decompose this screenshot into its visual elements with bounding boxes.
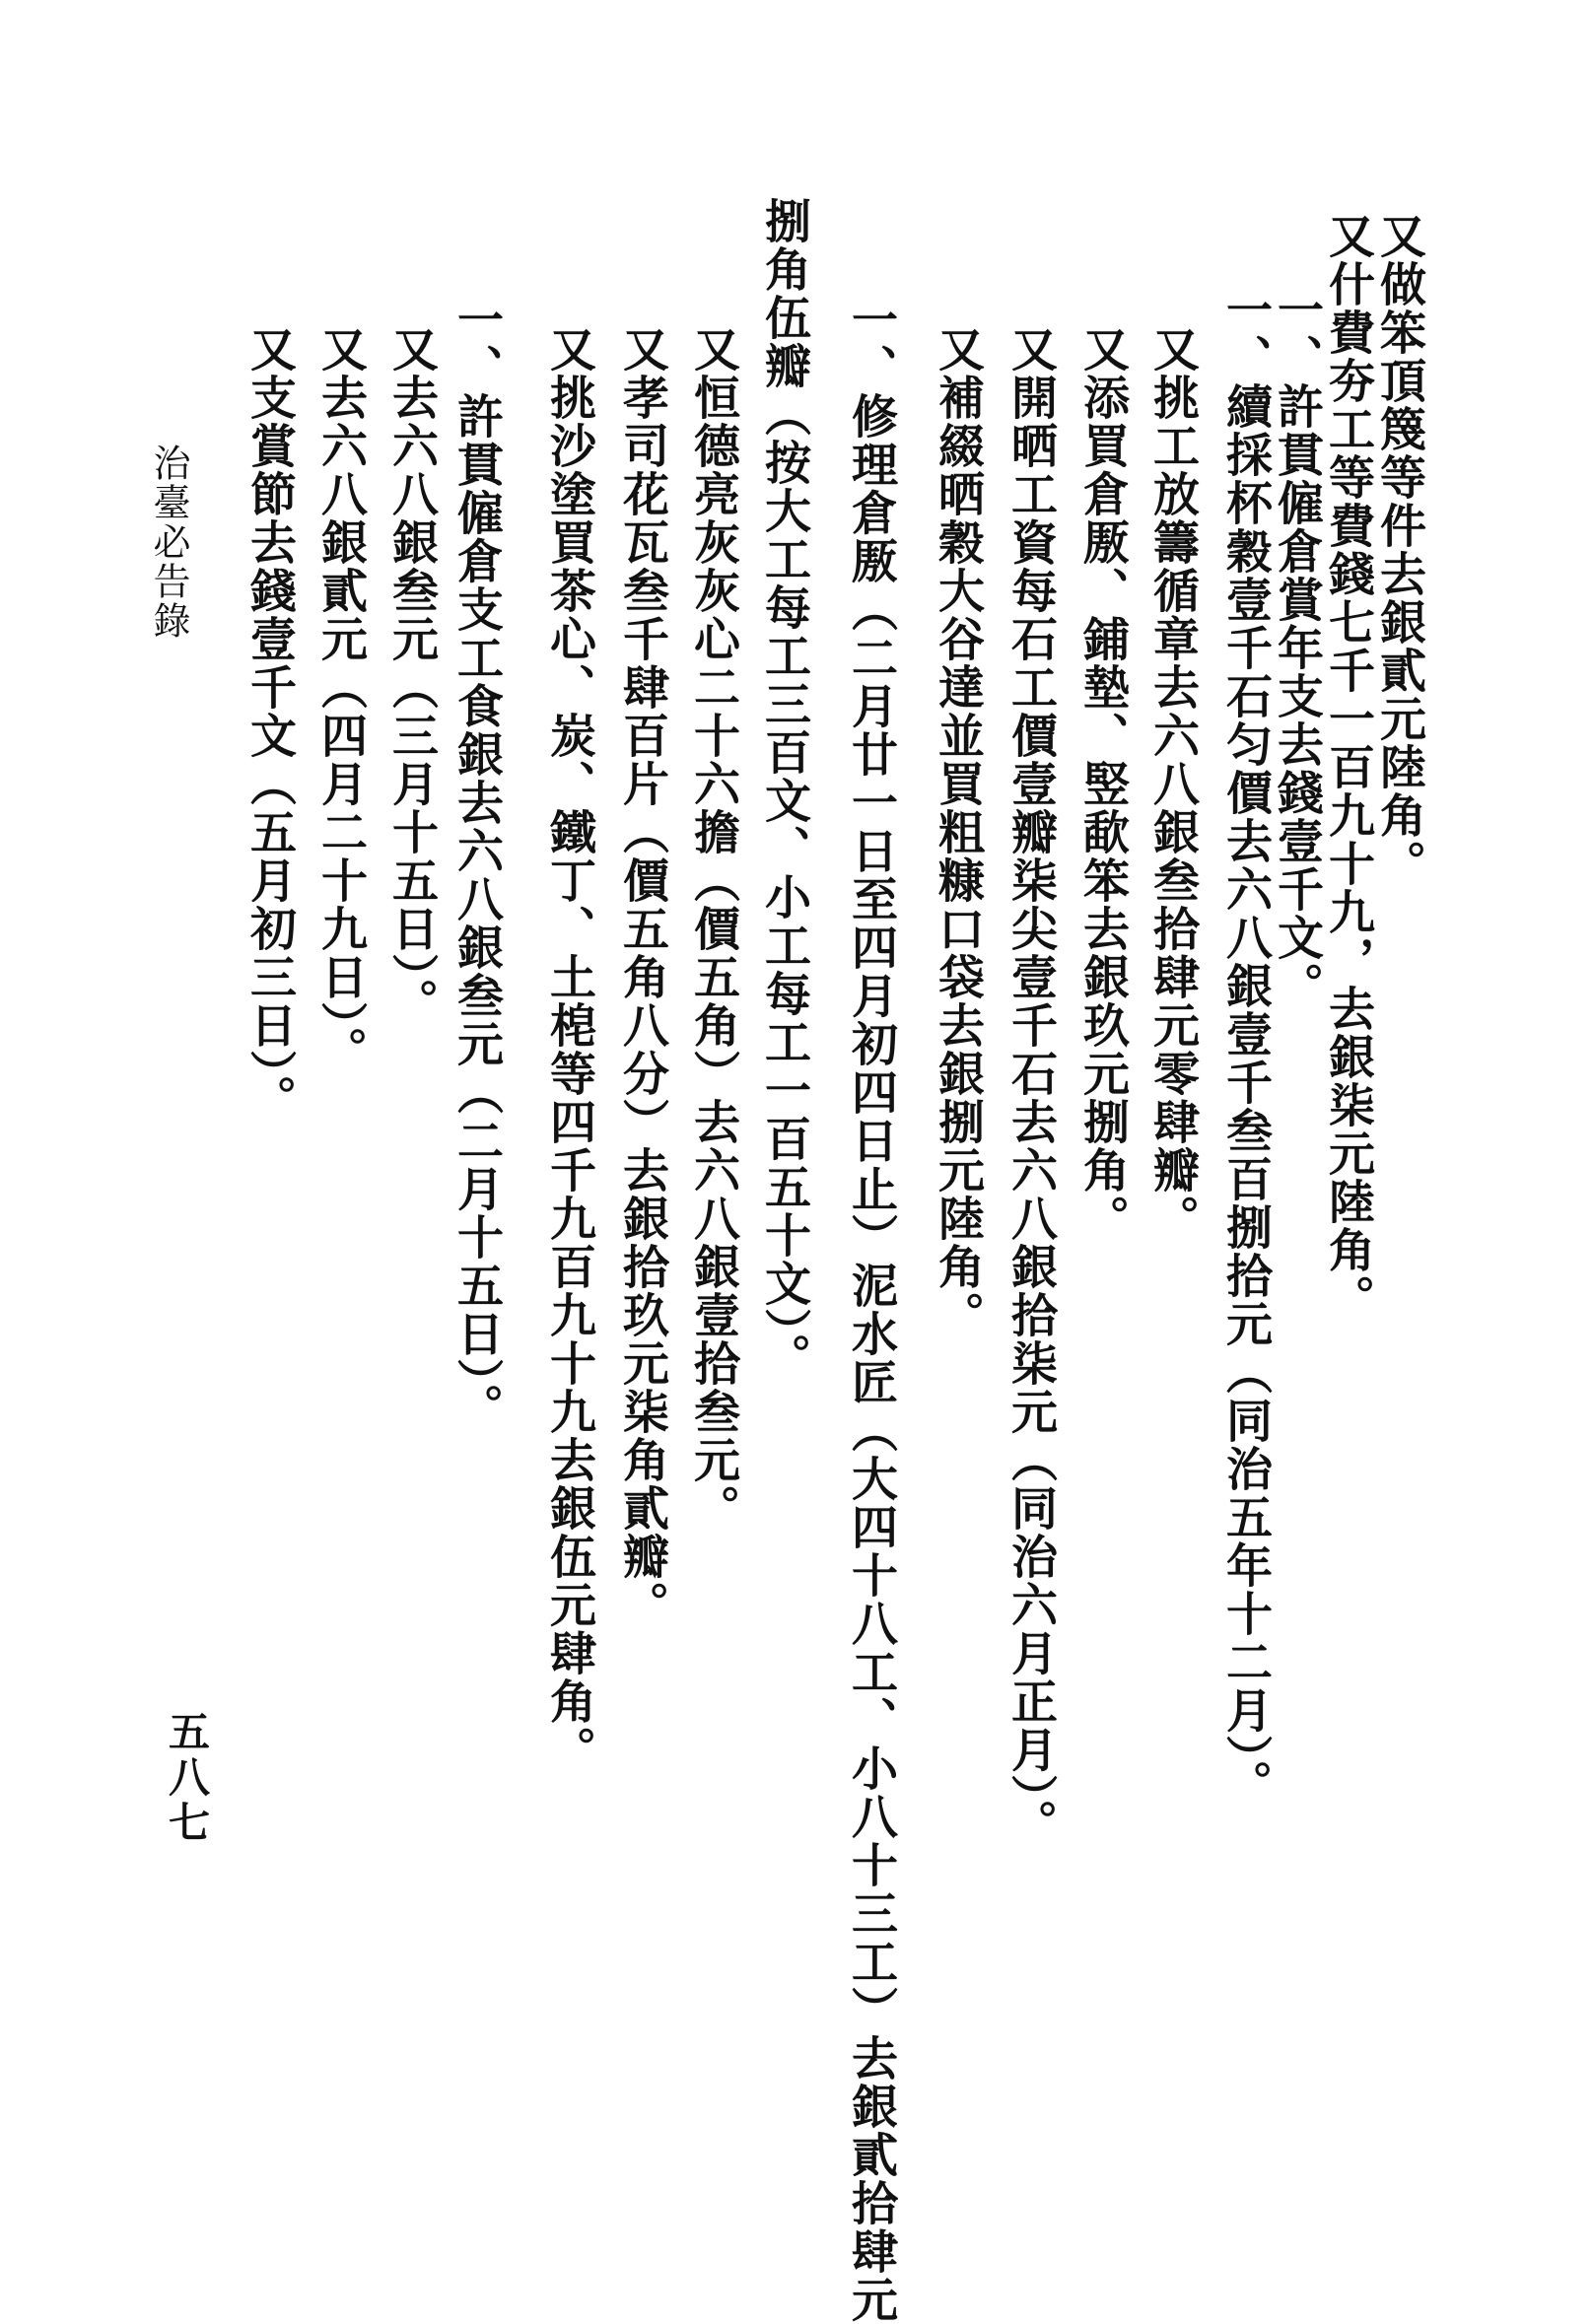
text-column-15: 又去六八銀叁元（三月十五日）。: [384, 325, 439, 1027]
text-column-2: 又什費夯工等費錢七千一百九十九，去銀柒元陸角。: [1321, 212, 1375, 1323]
text-column-16: 又去六八銀貳元（四月二十九日）。: [313, 325, 368, 1075]
page-number: 五八七: [163, 1710, 211, 1846]
text-column-5: 又挑工放籌循章去六八銀叁拾肆元零肆瓣。: [1145, 325, 1200, 1243]
text-column-7: 又開晒工資每石工價壹瓣柒尖壹千石去六八銀拾柒元（同治六月正月）。: [1004, 325, 1058, 1848]
text-column-3: 一、許貫僱倉賞年支去錢壹千文。: [1270, 286, 1324, 1010]
text-column-9: 一、修理倉厫（二月廿一日至四月初四日止）泥水匠（大四十八工、小八十三工）去銀貳拾肆元: [844, 296, 898, 2324]
text-column-4: 一、續採杯穀壹千石匀價去六八銀壹千叁百捌拾元（同治五年十二月）。: [1218, 286, 1273, 1809]
text-column-17: 又支賞節去錢壹千文（五月初三日）。: [242, 325, 297, 1124]
text-column-6: 又添買倉厫、鋪墊、竪歃笨去銀玖元捌角。: [1075, 325, 1130, 1243]
text-column-13: 又挑沙塗買茶心、炭、鐵丁、土梍等四千九百九十九去銀伍元肆角。: [542, 325, 596, 1774]
text-column-14: 一、許貫僱倉支工食銀去六八銀叁元（二月十五日）。: [450, 296, 504, 1432]
text-column-8: 又補綴晒穀大谷達並買粗糠口袋去銀捌元陸角。: [931, 325, 985, 1339]
running-title: 治臺必告錄: [147, 444, 190, 641]
text-column-11: 又恒德亮灰灰心二十六擔（價五角）去六八銀壹拾叁元。: [686, 325, 740, 1533]
text-column-12: 又孝司花瓦叁千肆百片（價五角八分）去銀拾玖元柒角貳瓣。: [615, 325, 669, 1629]
text-column-10: 捌角伍瓣（按大工每工三百文、小工每工一百五十文）。: [757, 197, 811, 1382]
text-column-1: 又做笨頂篾等件去銀貳元陸角。: [1372, 212, 1426, 888]
